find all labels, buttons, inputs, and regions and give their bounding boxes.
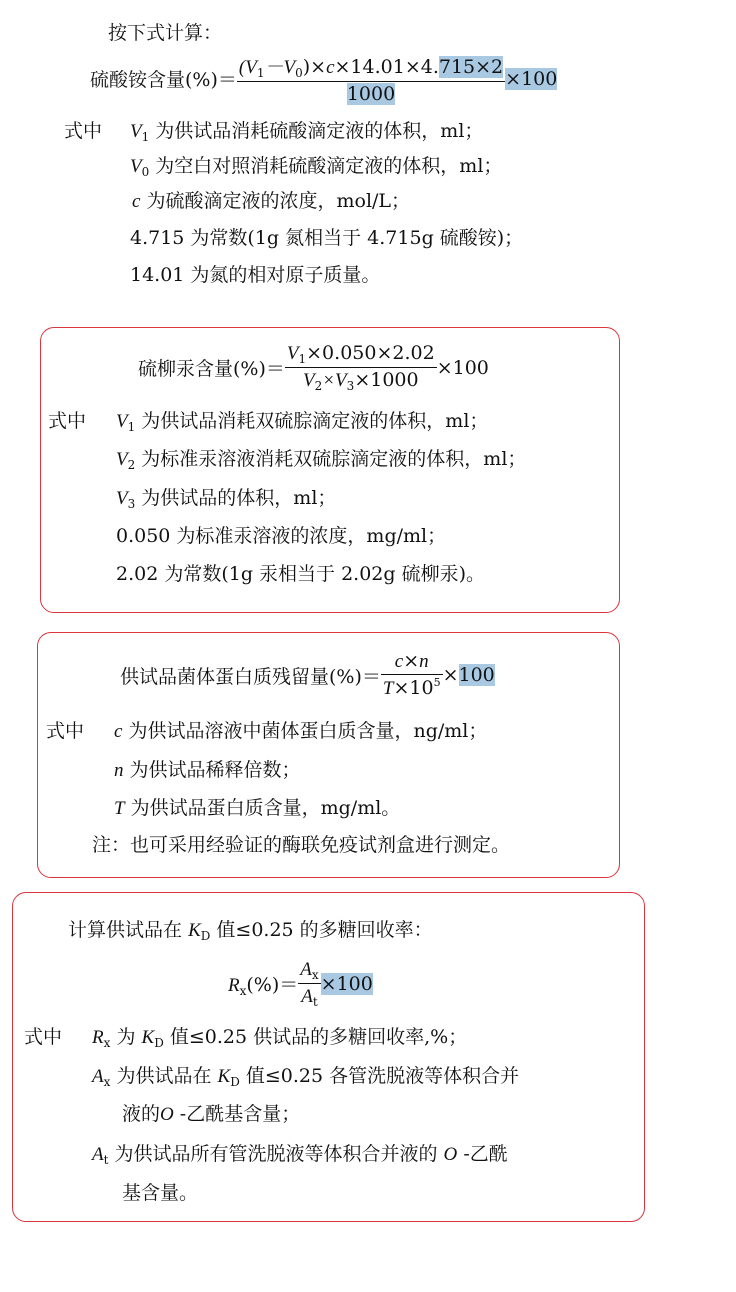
def-at: $A_t$ 为供试品所有管洗脱液等体积合并液的 O -乙酰 [92,1143,508,1167]
formula-fraction [381,650,443,700]
formula-protein-residual [120,650,495,700]
formula-lhs: $R_x(\%)=$ [228,973,299,998]
formula-ammonium-sulfate [90,52,557,105]
def-nitrogen: 14.01 为氮的相对原子质量。 [130,264,381,286]
def-n: n 为供试品稀释倍数； [114,759,301,781]
formula-lhs: 硫酸铵含量(%)＝ [90,69,237,91]
def-ax: $A_x$ 为供试品在 $K_D$ 值≤0.25 各管洗脱液等体积合并 [92,1065,520,1089]
formula-tail: ×100 [436,356,489,379]
formula-fraction [285,342,437,393]
formula-numerator: $A_x$ [300,959,319,982]
formula-lhs: 硫柳汞含量(%)＝ [138,358,285,380]
formula-tail: ×100 [505,67,558,90]
def-v3: $V_3$ 为供试品的体积，ml； [116,487,337,511]
def-constant: 2.02 为常数(1g 汞相当于 2.02g 硫柳汞)。 [116,563,486,585]
note-text: 注：也可采用经验证的酶联免疫试剂盒进行测定。 [92,834,511,856]
where-label: 式中 [46,720,85,742]
def-v2: $V_2$ 为标准汞溶液消耗双硫腙滴定液的体积，ml； [116,448,527,472]
where-label: 式中 [48,410,87,432]
formula-numerator: c×n [394,650,429,672]
formula-denominator: $T\times 10^5$ [382,676,441,699]
def-t: T 为供试品蛋白质含量，mg/ml。 [114,797,401,819]
def-concentration: 0.050 为标准汞溶液的浓度，mg/ml； [116,525,447,547]
def-rx: $R_x$ 为 $K_D$ 值≤0.25 供试品的多糖回收率,%； [92,1026,468,1050]
formula-tail: ×100 [442,664,495,686]
intro-text: 按下式计算： [108,22,223,44]
where-label: 式中 [24,1026,63,1048]
formula-denominator: $A_t$ [298,983,320,1009]
formula-numerator: $(V_1-V_0)\times c\times 14.01\times 4.715\times 2$ [238,56,504,80]
formula-fraction [237,52,505,105]
formula-denominator: 1000 [237,81,505,105]
formula-numerator: $V_1\times 0.050\times 2.02$ [286,342,435,366]
formula-fraction [298,958,320,1009]
where-label: 式中 [64,120,103,142]
formula-tail: ×100 [320,972,373,995]
intro-text: 计算供试品在 $K_D$ 值≤0.25 的多糖回收率： [68,919,433,943]
formula-lhs: 供试品菌体蛋白质残留量(%)＝ [120,665,381,688]
def-at-continued: 基含量。 [122,1182,199,1204]
def-ax-continued: 液的O -乙酰基含量； [122,1103,301,1125]
formula-thiomersal [138,342,489,393]
def-v0: $V_0$ 为空白对照消耗硫酸滴定液的体积，ml； [130,155,503,179]
def-c: c 为供试品溶液中菌体蛋白质含量，ng/ml； [114,720,488,742]
highlight: 715×2 [438,56,504,78]
def-c: c 为硫酸滴定液的浓度，mol/L； [132,190,411,212]
def-v1: $V_1$ 为供试品消耗硫酸滴定液的体积，ml； [130,120,484,144]
formula-denominator: $V_2\times V_3\times 1000$ [285,367,437,393]
def-v1: $V_1$ 为供试品消耗双硫腙滴定液的体积，ml； [116,410,489,434]
def-constant: 4.715 为常数(1g 氮相当于 4.715g 硫酸铵)； [130,227,524,249]
formula-recovery [228,958,373,1009]
